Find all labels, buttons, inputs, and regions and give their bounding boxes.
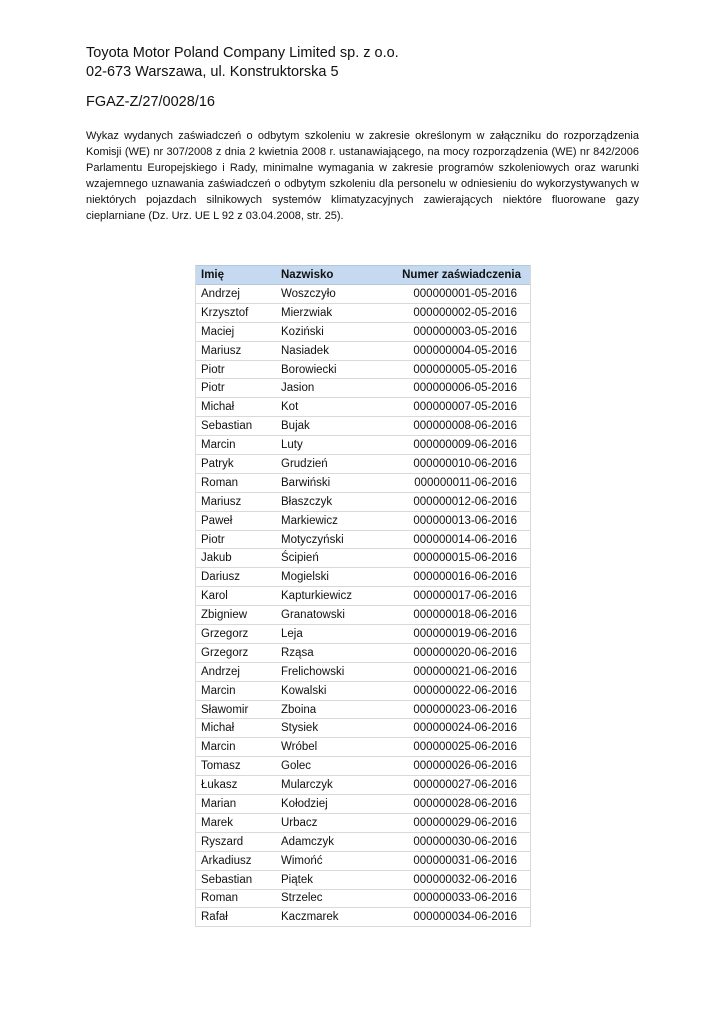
- last-name-cell: Woszczyło: [276, 285, 373, 304]
- certificate-number-cell: 000000005-05-2016: [373, 360, 530, 379]
- first-name-cell: Zbigniew: [196, 606, 276, 625]
- first-name-cell: Piotr: [196, 530, 276, 549]
- first-name-cell: Krzysztof: [196, 303, 276, 322]
- first-name-cell: Maciej: [196, 322, 276, 341]
- table-row: [196, 776, 530, 795]
- first-name-cell: Patryk: [196, 455, 276, 474]
- last-name-cell: Mularczyk: [276, 776, 373, 795]
- table-row: [196, 455, 530, 474]
- certificate-number-cell: 000000029-06-2016: [373, 813, 530, 832]
- first-name-cell: Tomasz: [196, 757, 276, 776]
- last-name-cell: Wimońć: [276, 851, 373, 870]
- first-name-cell: Rafał: [196, 908, 276, 927]
- table-row: [196, 549, 530, 568]
- last-name-cell: Nasiadek: [276, 341, 373, 360]
- table-row: [196, 870, 530, 889]
- last-name-cell: Ścipień: [276, 549, 373, 568]
- column-header-last-name: Nazwisko: [276, 266, 373, 285]
- table-row: [196, 398, 530, 417]
- table-row: [196, 322, 530, 341]
- first-name-cell: Marian: [196, 795, 276, 814]
- column-header-certificate-number: Numer zaświadczenia: [373, 266, 530, 285]
- last-name-cell: Kot: [276, 398, 373, 417]
- last-name-cell: Stysiek: [276, 719, 373, 738]
- table-row: [196, 417, 530, 436]
- first-name-cell: Michał: [196, 398, 276, 417]
- table-row: [196, 643, 530, 662]
- table-row: [196, 568, 530, 587]
- last-name-cell: Kapturkiewicz: [276, 587, 373, 606]
- first-name-cell: Piotr: [196, 379, 276, 398]
- last-name-cell: Motyczyński: [276, 530, 373, 549]
- table-row: [196, 700, 530, 719]
- certificate-number-cell: 000000013-06-2016: [373, 511, 530, 530]
- last-name-cell: Frelichowski: [276, 662, 373, 681]
- certificate-number-cell: 000000031-06-2016: [373, 851, 530, 870]
- table-row: [196, 473, 530, 492]
- certificate-number-cell: 000000006-05-2016: [373, 379, 530, 398]
- first-name-cell: Łukasz: [196, 776, 276, 795]
- table-row: [196, 492, 530, 511]
- table-row: [196, 889, 530, 908]
- first-name-cell: Jakub: [196, 549, 276, 568]
- table-row: [196, 379, 530, 398]
- certificate-number-cell: 000000022-06-2016: [373, 681, 530, 700]
- first-name-cell: Sławomir: [196, 700, 276, 719]
- first-name-cell: Grzegorz: [196, 643, 276, 662]
- certificate-number-cell: 000000019-06-2016: [373, 625, 530, 644]
- certificate-number-cell: 000000017-06-2016: [373, 587, 530, 606]
- table-header: [196, 266, 530, 285]
- first-name-cell: Michał: [196, 719, 276, 738]
- certificate-number-cell: 000000002-05-2016: [373, 303, 530, 322]
- certificate-number-cell: 000000010-06-2016: [373, 455, 530, 474]
- certificates-table-container: [195, 265, 531, 927]
- first-name-cell: Ryszard: [196, 832, 276, 851]
- certificate-number-cell: 000000025-06-2016: [373, 738, 530, 757]
- table-body: [196, 285, 530, 927]
- last-name-cell: Golec: [276, 757, 373, 776]
- certificate-number-cell: 000000033-06-2016: [373, 889, 530, 908]
- table-row: [196, 795, 530, 814]
- last-name-cell: Kaczmarek: [276, 908, 373, 927]
- first-name-cell: Karol: [196, 587, 276, 606]
- certificate-number-cell: 000000003-05-2016: [373, 322, 530, 341]
- table-row: [196, 662, 530, 681]
- table-row: [196, 719, 530, 738]
- table-row: [196, 285, 530, 304]
- first-name-cell: Arkadiusz: [196, 851, 276, 870]
- first-name-cell: Roman: [196, 473, 276, 492]
- table-row: [196, 511, 530, 530]
- last-name-cell: Kowalski: [276, 681, 373, 700]
- last-name-cell: Grudzień: [276, 455, 373, 474]
- table-row: [196, 757, 530, 776]
- certificate-number-cell: 000000023-06-2016: [373, 700, 530, 719]
- certificate-number-cell: 000000027-06-2016: [373, 776, 530, 795]
- certificate-number-cell: 000000016-06-2016: [373, 568, 530, 587]
- table-row: [196, 436, 530, 455]
- certificate-number-cell: 000000001-05-2016: [373, 285, 530, 304]
- table-row: [196, 738, 530, 757]
- certificate-number-cell: 000000024-06-2016: [373, 719, 530, 738]
- certificate-number-cell: 000000008-06-2016: [373, 417, 530, 436]
- last-name-cell: Błaszczyk: [276, 492, 373, 511]
- first-name-cell: Andrzej: [196, 285, 276, 304]
- first-name-cell: Mariusz: [196, 492, 276, 511]
- certificate-number-cell: 000000012-06-2016: [373, 492, 530, 511]
- table-row: [196, 908, 530, 927]
- intro-paragraph: Wykaz wydanych zaświadczeń o odbytym szkoleniu w zakresie określonym w załączniku do rozporządzenia Komisji (WE) nr 307/2008 z dnia 2 kwietnia 2008 r. ustanawiającego, na mocy rozporządzenia (WE) nr 842/2006 Parlamentu Europejskiego i Rady, minimalne wymagania w zakresie programów szkoleniowych oraz warunki wzajemnego uznawania zaświadczeń o odbytym szkoleniu dla personelu w odniesieniu do wykorzystywanych w niektórych pojazdach silnikowych systemów klimatyzacyjnych zawierających niektóre fluorowane gazy cieplarniane (Dz. Urz. UE L 92 z 03.04.2008, str. 25).: [86, 130, 639, 222]
- last-name-cell: Markiewicz: [276, 511, 373, 530]
- last-name-cell: Bujak: [276, 417, 373, 436]
- table-row: [196, 681, 530, 700]
- column-header-first-name: Imię: [196, 266, 276, 285]
- certificate-number-cell: 000000011-06-2016: [373, 473, 530, 492]
- last-name-cell: Urbacz: [276, 813, 373, 832]
- certificate-number-cell: 000000004-05-2016: [373, 341, 530, 360]
- first-name-cell: Mariusz: [196, 341, 276, 360]
- last-name-cell: Borowiecki: [276, 360, 373, 379]
- certificate-number-cell: 000000021-06-2016: [373, 662, 530, 681]
- first-name-cell: Piotr: [196, 360, 276, 379]
- first-name-cell: Andrzej: [196, 662, 276, 681]
- last-name-cell: Barwiński: [276, 473, 373, 492]
- document-number: FGAZ-Z/27/0028/16: [86, 94, 215, 110]
- company-name: Toyota Motor Poland Company Limited sp. z o.o.: [86, 45, 399, 61]
- first-name-cell: Marcin: [196, 436, 276, 455]
- table-row: [196, 851, 530, 870]
- certificate-number-cell: 000000020-06-2016: [373, 643, 530, 662]
- certificate-number-cell: 000000018-06-2016: [373, 606, 530, 625]
- document-header: [86, 44, 646, 82]
- first-name-cell: Marcin: [196, 738, 276, 757]
- table-row: [196, 832, 530, 851]
- company-address: 02-673 Warszawa, ul. Konstruktorska 5: [86, 64, 339, 80]
- table-row: [196, 606, 530, 625]
- first-name-cell: Sebastian: [196, 870, 276, 889]
- last-name-cell: Leja: [276, 625, 373, 644]
- last-name-cell: Koziński: [276, 322, 373, 341]
- last-name-cell: Adamczyk: [276, 832, 373, 851]
- table-row: [196, 587, 530, 606]
- first-name-cell: Marcin: [196, 681, 276, 700]
- last-name-cell: Wróbel: [276, 738, 373, 757]
- table-row: [196, 341, 530, 360]
- certificate-number-cell: 000000028-06-2016: [373, 795, 530, 814]
- table-row: [196, 625, 530, 644]
- certificate-number-cell: 000000009-06-2016: [373, 436, 530, 455]
- last-name-cell: Zboina: [276, 700, 373, 719]
- last-name-cell: Luty: [276, 436, 373, 455]
- table-row: [196, 530, 530, 549]
- certificate-number-cell: 000000015-06-2016: [373, 549, 530, 568]
- last-name-cell: Mogielski: [276, 568, 373, 587]
- first-name-cell: Paweł: [196, 511, 276, 530]
- certificate-number-cell: 000000026-06-2016: [373, 757, 530, 776]
- last-name-cell: Strzelec: [276, 889, 373, 908]
- certificate-number-cell: 000000007-05-2016: [373, 398, 530, 417]
- table-header-row: [196, 266, 530, 285]
- certificate-number-cell: 000000030-06-2016: [373, 832, 530, 851]
- last-name-cell: Mierzwiak: [276, 303, 373, 322]
- certificate-number-cell: 000000014-06-2016: [373, 530, 530, 549]
- first-name-cell: Dariusz: [196, 568, 276, 587]
- first-name-cell: Sebastian: [196, 417, 276, 436]
- table-row: [196, 813, 530, 832]
- table-row: [196, 303, 530, 322]
- first-name-cell: Marek: [196, 813, 276, 832]
- table-row: [196, 360, 530, 379]
- last-name-cell: Granatowski: [276, 606, 373, 625]
- first-name-cell: Roman: [196, 889, 276, 908]
- last-name-cell: Kołodziej: [276, 795, 373, 814]
- certificate-number-cell: 000000032-06-2016: [373, 870, 530, 889]
- first-name-cell: Grzegorz: [196, 625, 276, 644]
- last-name-cell: Jasion: [276, 379, 373, 398]
- certificate-number-cell: 000000034-06-2016: [373, 908, 530, 927]
- last-name-cell: Rząsa: [276, 643, 373, 662]
- last-name-cell: Piątek: [276, 870, 373, 889]
- certificates-table: [196, 265, 530, 927]
